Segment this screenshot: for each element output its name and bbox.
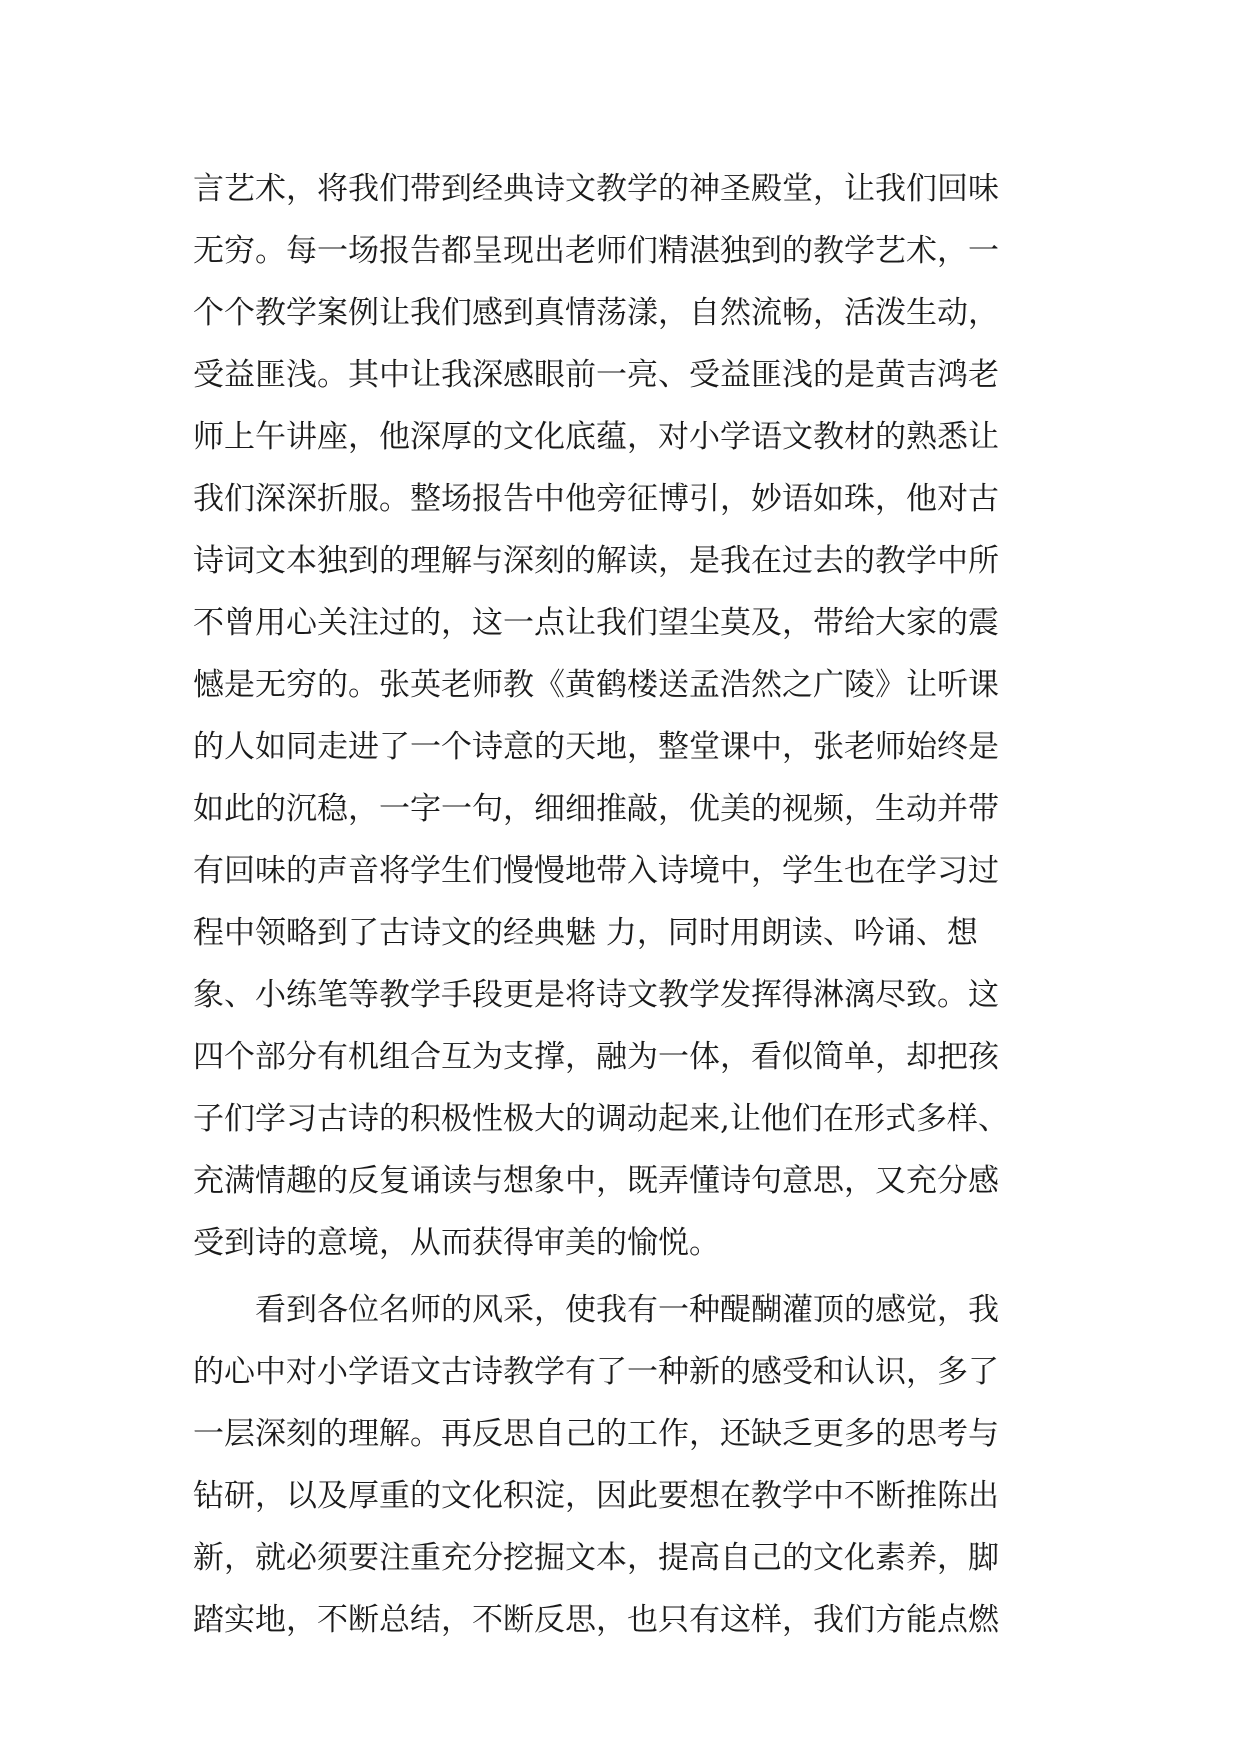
text-line: 程中领略到了古诗文的经典魅 力，同时用朗读、吟诵、想 xyxy=(193,915,978,951)
text-line: 踏实地，不断总结，不断反思，也只有这样，我们方能点燃 xyxy=(193,1602,999,1638)
body-text xyxy=(193,158,1093,1651)
text-line: 的心中对小学语文古诗教学有了一种新的感受和认识，多了 xyxy=(193,1354,999,1390)
text-line: 的人如同走进了一个诗意的天地，整堂课中，张老师始终是 xyxy=(193,729,999,765)
text-line: 如此的沉稳，一字一句，细细推敲，优美的视频，生动并带 xyxy=(193,791,999,827)
text-line: 无穷。每一场报告都呈现出老师们精湛独到的教学艺术，一 xyxy=(193,233,999,269)
text-line: 不曾用心关注过的，这一点让我们望尘莫及，带给大家的震 xyxy=(193,605,999,641)
text-line: 象、小练笔等教学手段更是将诗文教学发挥得淋漓尽致。这 xyxy=(193,977,999,1013)
text-line: 有回味的声音将学生们慢慢地带入诗境中，学生也在学习过 xyxy=(193,853,999,889)
text-line: 言艺术，将我们带到经典诗文教学的神圣殿堂，让我们回味 xyxy=(193,171,999,207)
text-line: 一层深刻的理解。再反思自己的工作，还缺乏更多的思考与 xyxy=(193,1416,999,1452)
text-line: 师上午讲座，他深厚的文化底蕴，对小学语文教材的熟悉让 xyxy=(193,419,999,455)
text-line: 受到诗的意境，从而获得审美的愉悦。 xyxy=(193,1225,720,1261)
text-line: 四个部分有机组合互为支撑，融为一体，看似简单，却把孩 xyxy=(193,1039,999,1075)
text-line: 新，就必须要注重充分挖掘文本，提高自己的文化素养，脚 xyxy=(193,1540,999,1576)
text-line: 子们学习古诗的积极性极大的调动起来,让他们在形式多样、 xyxy=(193,1101,1009,1137)
text-line: 我们深深折服。整场报告中他旁征博引，妙语如珠，他对古 xyxy=(193,481,999,517)
paragraph-1 xyxy=(193,158,1093,1274)
text-line: 受益匪浅。其中让我深感眼前一亮、受益匪浅的是黄吉鸿老 xyxy=(193,357,999,393)
text-line: 充满情趣的反复诵读与想象中，既弄懂诗句意思，又充分感 xyxy=(193,1163,999,1199)
text-line: 诗词文本独到的理解与深刻的解读，是我在过去的教学中所 xyxy=(193,543,999,579)
text-line: 看到各位名师的风采，使我有一种醍醐灌顶的感觉，我 xyxy=(193,1292,999,1328)
paragraph-2 xyxy=(193,1279,1093,1651)
text-line: 憾是无穷的。张英老师教《黄鹤楼送孟浩然之广陵》让听课 xyxy=(193,667,999,703)
text-line: 个个教学案例让我们感到真情荡漾，自然流畅，活泼生动， xyxy=(193,295,999,331)
text-line: 钻研，以及厚重的文化积淀，因此要想在教学中不断推陈出 xyxy=(193,1478,999,1514)
